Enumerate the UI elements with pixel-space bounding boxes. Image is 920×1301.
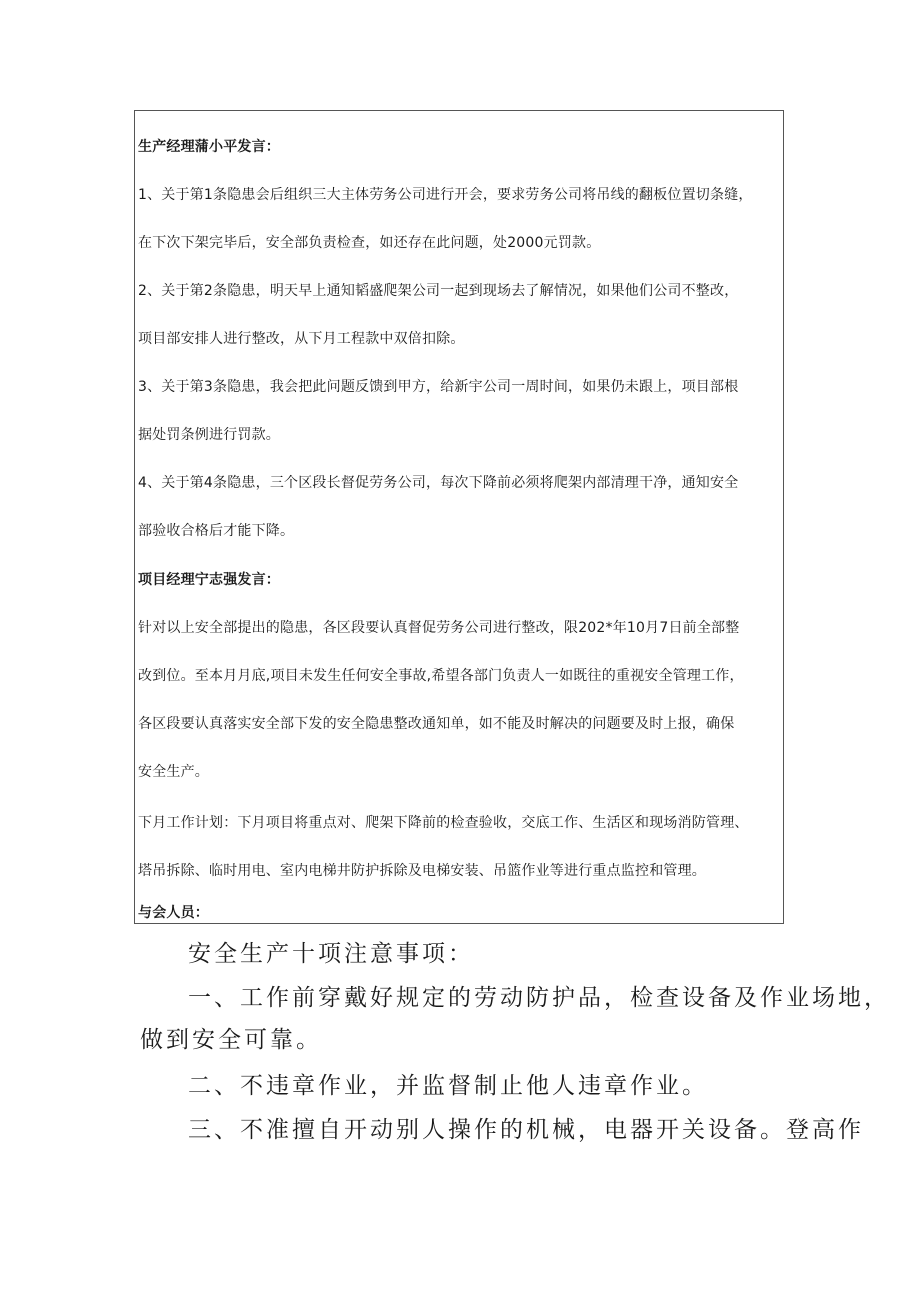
safety-item-1-line-1: 一、工作前穿戴好规定的劳动防护品，检查设备及作业场地， xyxy=(188,985,890,1011)
pm-item-1-line-1: 1、关于第1条隐患会后组织三大主体劳务公司进行开会，要求劳务公司将吊线的翻板位置切条缝， xyxy=(138,187,753,203)
next-month-plan-line-2: 塔吊拆除、临时用电、室内电梯井防护拆除及电梯安装、吊篮作业等进行重点监控和管理。 xyxy=(138,863,706,879)
production-manager-heading: 生产经理蒲小平发言： xyxy=(138,139,280,155)
project-manager-line-4: 安全生产。 xyxy=(138,764,209,780)
pm-item-3-line-1: 3、关于第3条隐患，我会把此问题反馈到甲方，给新宇公司一周时间，如果仍未跟上，项目部根 xyxy=(138,379,739,395)
project-manager-line-1: 针对以上安全部提出的隐患，各区段要认真督促劳务公司进行整改，限202*年10月7日前全部整 xyxy=(138,620,740,636)
project-manager-heading: 项目经理宁志强发言： xyxy=(138,572,280,588)
pm-item-4-line-1: 4、关于第4条隐患，三个区段长督促劳务公司，每次下降前必须将爬架内部清理干净，通知安全 xyxy=(138,475,739,491)
attendees-label: 与会人员： xyxy=(138,905,209,921)
pm-item-2-line-2: 项目部安排人进行整改，从下月工程款中双倍扣除。 xyxy=(138,331,465,347)
safety-title: 安全生产十项注意事项： xyxy=(188,941,474,967)
pm-item-3-line-2: 据处罚条例进行罚款。 xyxy=(138,427,280,443)
pm-item-1-line-2: 在下次下架完毕后，安全部负责检查，如还存在此问题，处2000元罚款。 xyxy=(138,235,601,251)
pm-item-4-line-2: 部验收合格后才能下降。 xyxy=(138,523,295,539)
pm-item-2-line-1: 2、关于第2条隐患，明天早上通知韬盛爬架公司一起到现场去了解情况，如果他们公司不整改， xyxy=(138,283,739,299)
safety-item-1-line-2: 做到安全可靠。 xyxy=(140,1027,322,1053)
project-manager-line-2: 改到位。至本月月底,项目未发生任何安全事故,希望各部门负责人一如既往的重视安全管理工作， xyxy=(138,668,744,684)
next-month-plan-line-1: 下月工作计划：下月项目将重点对、爬架下降前的检查验收，交底工作、生活区和现场消防管理、 xyxy=(138,815,749,831)
safety-item-2: 二、不违章作业，并监督制止他人违章作业。 xyxy=(188,1073,708,1099)
project-manager-line-3: 各区段要认真落实安全部下发的安全隐患整改通知单，如不能及时解决的问题要及时上报，确保 xyxy=(138,716,735,732)
safety-item-3: 三、不准擅自开动别人操作的机械，电器开关设备。登高作 xyxy=(188,1117,864,1143)
